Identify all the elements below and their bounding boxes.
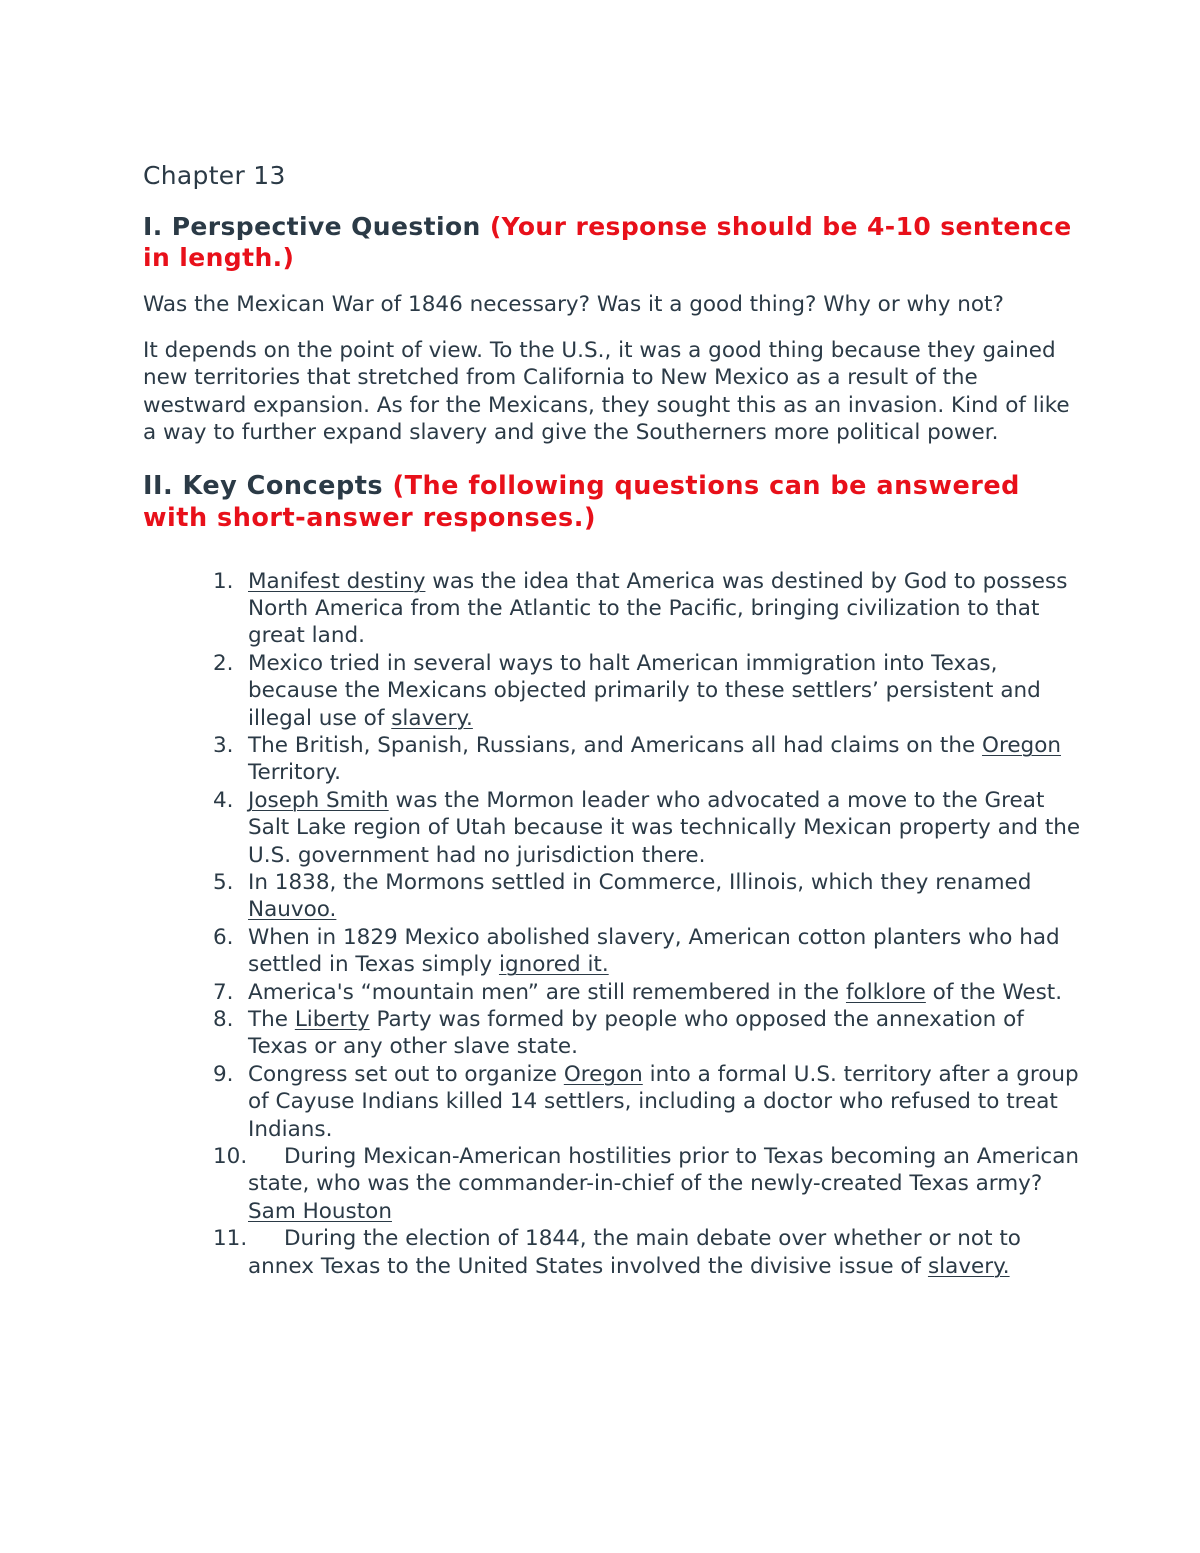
- list-item: [143, 869, 1083, 924]
- item-answer: folklore: [845, 979, 926, 1005]
- item-answer: Manifest destiny: [248, 568, 426, 594]
- list-item: [143, 924, 1083, 979]
- item-number: 9.: [213, 1061, 234, 1087]
- item-answer: Joseph Smith: [248, 787, 389, 813]
- item-answer: Sam Houston: [248, 1198, 392, 1224]
- key-concepts-list: [143, 568, 1083, 1281]
- section1-heading-note: (Your response should be 4-10 sentence in length.): [143, 212, 1072, 272]
- item-number: 11.: [213, 1226, 248, 1252]
- item-pre: Mexico tried in several ways to halt American immigration into Texas, because the Mexicans objected primarily to these settlers’ persistent and illegal use of: [248, 650, 1041, 731]
- item-answer: Nauvoo.: [248, 897, 337, 923]
- item-post: was the Mormon leader who advocated a move to the Great Salt Lake region of Utah because it was technically Mexican property and the U.S. government had no jurisdiction there.: [248, 787, 1081, 868]
- list-item: [143, 787, 1083, 869]
- item-pre: Congress set out to organize: [248, 1061, 564, 1087]
- perspective-answer: It depends on the point of view. To the U.S., it was a good thing because they gained new territories that stretched from California to New Mexico as a result of the westward expansion. As for the Mexicans, they sought this as an invasion. Kind of like a way to further expand slavery and give the Southerners more political power.: [143, 337, 1070, 445]
- list-item: [143, 568, 1083, 650]
- section2-heading-text: II. Key Concepts: [143, 470, 384, 501]
- item-post: of the West.: [925, 979, 1063, 1005]
- item-post: Territory.: [248, 760, 341, 786]
- item-pre: The: [248, 1007, 295, 1032]
- item-post: was the idea that America was destined by God to possess North America from the Atlantic to the Pacific, bringing civilization to that great land.: [248, 568, 1068, 649]
- item-answer: Oregon: [563, 1061, 643, 1087]
- list-item: [143, 1006, 1083, 1061]
- section1-heading: [143, 211, 1083, 273]
- document-page: [143, 158, 1083, 1280]
- list-item: [143, 1143, 1083, 1225]
- item-number: 6.: [213, 924, 234, 950]
- section1-heading-text: I. Perspective Question: [143, 212, 481, 241]
- list-item: [143, 650, 1083, 732]
- item-pre: In 1838, the Mormons settled in Commerce, Illinois, which they renamed: [248, 869, 1032, 895]
- item-number: 1.: [213, 568, 234, 594]
- item-number: 3.: [213, 732, 234, 758]
- section2-heading-note: (The following questions can be answered with short-answer responses.): [143, 470, 1020, 533]
- chapter-title: Chapter 13: [143, 161, 286, 190]
- item-pre: When in 1829 Mexico abolished slavery, American cotton planters who had settled in Texas simply: [248, 924, 1060, 978]
- perspective-question: Was the Mexican War of 1846 necessary? Was it a good thing? Why or why not?: [143, 292, 1004, 317]
- item-pre: America's “mountain men” are still remembered in the: [248, 979, 846, 1005]
- list-item: [143, 1061, 1083, 1143]
- item-answer: Oregon: [982, 732, 1061, 758]
- item-post: Party was formed by people who opposed the annexation of Texas or any other slave state.: [248, 1007, 1024, 1060]
- section2-heading: [143, 470, 1083, 534]
- item-pre: The British, Spanish, Russians, and Americans all had claims on the: [248, 732, 983, 758]
- item-answer: slavery.: [391, 705, 473, 731]
- list-item: [143, 979, 1083, 1006]
- item-number: 5.: [213, 869, 234, 895]
- item-post: into a formal U.S. territory after a group of Cayuse Indians killed 14 settlers, including a doctor who refused to treat Indians.: [248, 1061, 1079, 1142]
- item-answer: Liberty: [294, 1007, 370, 1032]
- list-item: [143, 732, 1083, 787]
- item-number: 2.: [213, 650, 234, 676]
- item-number: 8.: [213, 1007, 234, 1032]
- item-answer: ignored it.: [498, 952, 609, 978]
- item-answer: slavery.: [927, 1253, 1010, 1279]
- item-number: 7.: [213, 979, 234, 1005]
- item-pre: During the election of 1844, the main debate over whether or not to annex Texas to the United States involved the divisive issue of: [248, 1226, 1021, 1279]
- item-number: 4.: [213, 787, 234, 813]
- item-number: 10.: [213, 1144, 248, 1170]
- list-item: [143, 1225, 1083, 1280]
- item-pre: During Mexican-American hostilities prior to Texas becoming an American state, who was the commander-in-chief of the newly-created Texas army?: [248, 1144, 1080, 1197]
